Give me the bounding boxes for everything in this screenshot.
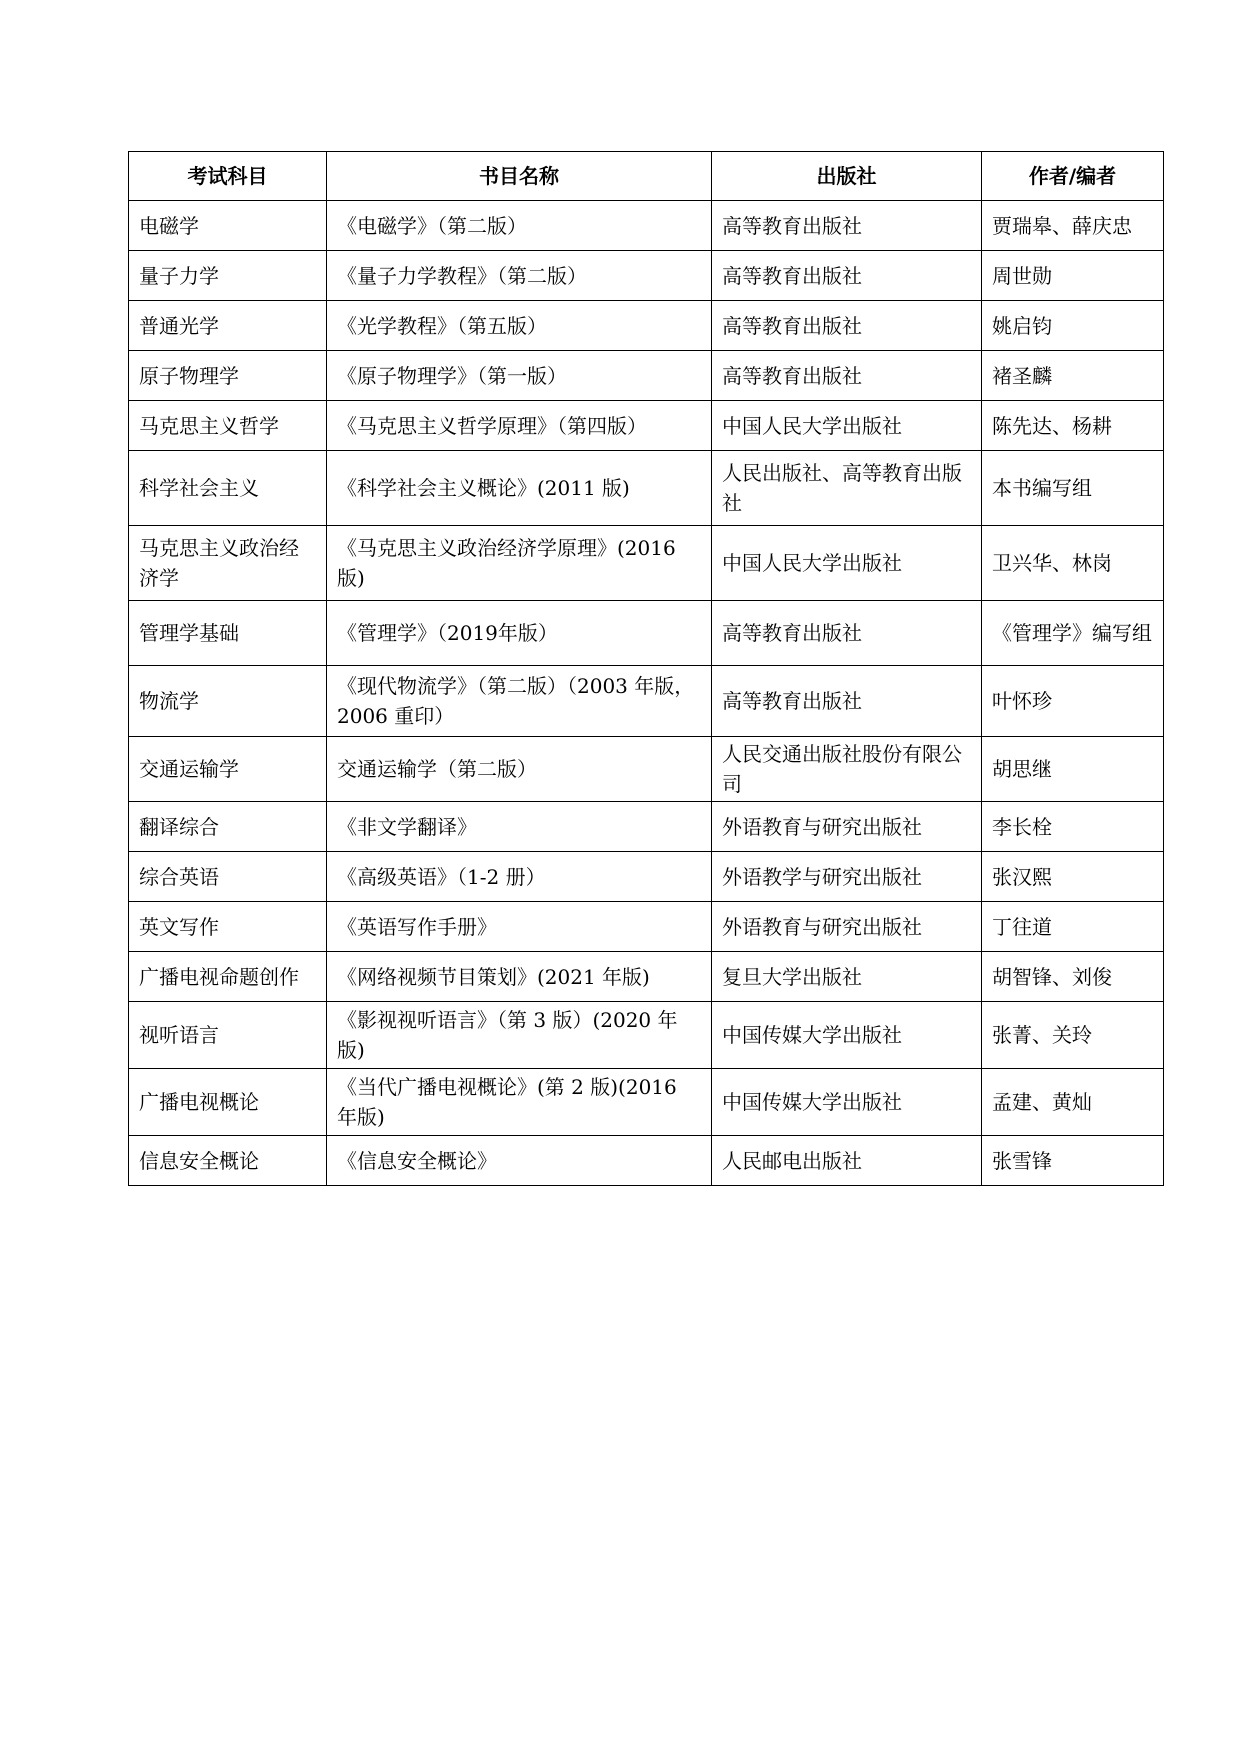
cell-publisher: 中国传媒大学出版社 (712, 1002, 982, 1069)
cell-subject: 广播电视概论 (129, 1069, 327, 1136)
cell-author: 《管理学》编写组 (982, 601, 1164, 666)
table-row (129, 401, 1164, 451)
cell-book: 《高级英语》（1-2 册） (327, 852, 712, 902)
cell-subject: 交通运输学 (129, 737, 327, 802)
table-row (129, 902, 1164, 952)
cell-subject: 量子力学 (129, 251, 327, 301)
cell-book: 《非文学翻译》 (327, 802, 712, 852)
cell-author: 周世勋 (982, 251, 1164, 301)
table-row (129, 201, 1164, 251)
cell-publisher: 高等教育出版社 (712, 251, 982, 301)
table-row (129, 852, 1164, 902)
table-row (129, 1069, 1164, 1136)
cell-book: 《现代物流学》（第二版）（2003 年版，2006 重印） (327, 666, 712, 737)
cell-subject: 英文写作 (129, 902, 327, 952)
cell-publisher: 外语教学与研究出版社 (712, 852, 982, 902)
cell-publisher: 人民交通出版社股份有限公司 (712, 737, 982, 802)
table-row (129, 251, 1164, 301)
cell-book: 《科学社会主义概论》(2011 版) (327, 451, 712, 526)
cell-publisher: 高等教育出版社 (712, 351, 982, 401)
cell-book: 《英语写作手册》 (327, 902, 712, 952)
cell-publisher: 中国传媒大学出版社 (712, 1069, 982, 1136)
cell-book: 《光学教程》（第五版） (327, 301, 712, 351)
cell-book: 交通运输学（第二版） (327, 737, 712, 802)
cell-subject: 管理学基础 (129, 601, 327, 666)
cell-author: 李长栓 (982, 802, 1164, 852)
cell-book: 《马克思主义哲学原理》（第四版） (327, 401, 712, 451)
cell-author: 张汉熙 (982, 852, 1164, 902)
cell-subject: 普通光学 (129, 301, 327, 351)
cell-subject: 翻译综合 (129, 802, 327, 852)
cell-book: 《原子物理学》（第一版） (327, 351, 712, 401)
table-row (129, 1002, 1164, 1069)
cell-author: 本书编写组 (982, 451, 1164, 526)
header-book-title: 书目名称 (327, 152, 712, 201)
cell-author: 姚启钧 (982, 301, 1164, 351)
header-subject: 考试科目 (129, 152, 327, 201)
cell-subject: 广播电视命题创作 (129, 952, 327, 1002)
cell-publisher: 中国人民大学出版社 (712, 526, 982, 601)
cell-author: 张菁、关玲 (982, 1002, 1164, 1069)
cell-book: 《管理学》（2019年版） (327, 601, 712, 666)
cell-author: 褚圣麟 (982, 351, 1164, 401)
cell-author: 叶怀珍 (982, 666, 1164, 737)
cell-subject: 视听语言 (129, 1002, 327, 1069)
cell-author: 贾瑞皋、薛庆忠 (982, 201, 1164, 251)
cell-publisher: 人民邮电出版社 (712, 1136, 982, 1186)
cell-publisher: 外语教育与研究出版社 (712, 802, 982, 852)
reference-book-table (128, 151, 1164, 1186)
table-row (129, 301, 1164, 351)
cell-subject: 马克思主义哲学 (129, 401, 327, 451)
cell-author: 胡智锋、刘俊 (982, 952, 1164, 1002)
cell-book: 《马克思主义政治经济学原理》(2016版) (327, 526, 712, 601)
table-row (129, 451, 1164, 526)
cell-book: 《量子力学教程》（第二版） (327, 251, 712, 301)
cell-publisher: 中国人民大学出版社 (712, 401, 982, 451)
cell-author: 陈先达、杨耕 (982, 401, 1164, 451)
cell-author: 卫兴华、林岗 (982, 526, 1164, 601)
cell-publisher: 人民出版社、高等教育出版社 (712, 451, 982, 526)
cell-book: 《电磁学》（第二版） (327, 201, 712, 251)
cell-book: 《当代广播电视概论》(第 2 版)(2016 年版) (327, 1069, 712, 1136)
cell-author: 丁往道 (982, 902, 1164, 952)
table-row (129, 802, 1164, 852)
cell-publisher: 外语教育与研究出版社 (712, 902, 982, 952)
cell-subject: 电磁学 (129, 201, 327, 251)
cell-book: 《网络视频节目策划》(2021 年版) (327, 952, 712, 1002)
cell-book: 《信息安全概论》 (327, 1136, 712, 1186)
cell-author: 胡思继 (982, 737, 1164, 802)
cell-subject: 马克思主义政治经济学 (129, 526, 327, 601)
cell-subject: 信息安全概论 (129, 1136, 327, 1186)
cell-publisher: 复旦大学出版社 (712, 952, 982, 1002)
cell-publisher: 高等教育出版社 (712, 601, 982, 666)
table-row (129, 666, 1164, 737)
cell-publisher: 高等教育出版社 (712, 201, 982, 251)
table-row (129, 952, 1164, 1002)
cell-book: 《影视视听语言》（第 3 版）(2020 年版) (327, 1002, 712, 1069)
header-publisher: 出版社 (712, 152, 982, 201)
cell-author: 张雪锋 (982, 1136, 1164, 1186)
cell-subject: 综合英语 (129, 852, 327, 902)
cell-publisher: 高等教育出版社 (712, 301, 982, 351)
cell-subject: 物流学 (129, 666, 327, 737)
table-header-row (129, 152, 1164, 201)
cell-subject: 科学社会主义 (129, 451, 327, 526)
header-author: 作者/编者 (982, 152, 1164, 201)
table-row (129, 351, 1164, 401)
cell-publisher: 高等教育出版社 (712, 666, 982, 737)
table-row (129, 526, 1164, 601)
cell-author: 孟建、黄灿 (982, 1069, 1164, 1136)
table-row (129, 1136, 1164, 1186)
cell-subject: 原子物理学 (129, 351, 327, 401)
table-row (129, 737, 1164, 802)
table-row (129, 601, 1164, 666)
